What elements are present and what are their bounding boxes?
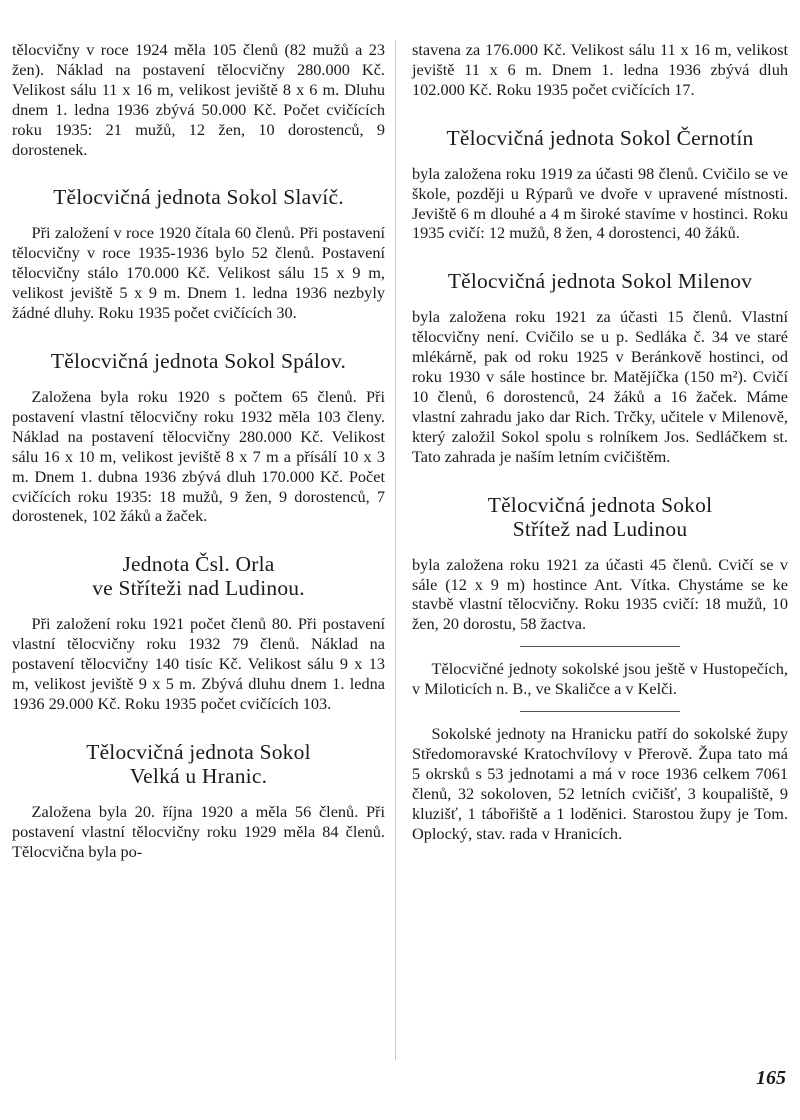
- section-heading: [412, 493, 788, 541]
- continued-paragraph: stavena za 176.000 Kč. Velikost sálu 11 x 16 m, velikost jeviště 11 x 6 m. Dnem 1. ledna 1936 zbývá dluh 102.000 Kč. Roku 1935 počet cvičících 17.: [412, 40, 788, 99]
- heading-line: Střítež nad Ludinou: [512, 516, 688, 541]
- separator-rule: [520, 646, 680, 647]
- heading-line: Tělocvičná jednota Sokol: [487, 492, 713, 517]
- heading-line: Tělocvičná jednota Sokol Černotín: [446, 125, 754, 150]
- section-heading: [12, 552, 385, 600]
- section-text: Při založení v roce 1920 čítala 60 členů. Při postavení tělocvičny v roce 1935-1936 bylo 52 členů. Postavení tělocvičny stálo 170.000 Kč. Velikost sálu 15 x 9 m, velikost jeviště 5 x 9 m. Dnem 1. ledna 1936 nezbyly žádné dluhy. Roku 1935 počet cvičících 30.: [12, 223, 385, 323]
- continued-paragraph: tělocvičny v roce 1924 měla 105 členů (82 mužů a 23 žen). Náklad na postavení tělocvičny 280.000 Kč. Velikost sálu 11 x 16 m, velikost jeviště 8 x 6 m. Dluhu dnem 1. ledna 1936 zbývá 50.000 Kč. Počet cvičících roku 1935: 21 mužů, 12 žen, 10 dorostenců, 9 dorostenek.: [12, 40, 385, 159]
- right-column: [412, 40, 788, 843]
- section-text: byla založena roku 1919 za účasti 98 členů. Cvičilo se ve škole, později u Rýparů ve dvoře v upravené místnosti. Jeviště 6 m dlouhé a 4 m široké stavíme v hostinci. Roku 1935 cvičí: 12 mužů, 8 žen, 4 dorostenci, 40 žáků.: [412, 163, 788, 243]
- section-text: Při založení roku 1921 počet členů 80. Při postavení vlastní tělocvičny roku 1932 79 členů. Náklad na postavení tělocvičny 140 tisíc Kč. Velikost sálu 9 x 13 m, velikost jeviště 9 x 5 m. Zbývá dluhu dnem 1. ledna 1936 29.000 Kč. Roku 1935 počet cvičících 103.: [12, 614, 385, 713]
- left-column: [12, 40, 385, 862]
- section-heading: [12, 349, 385, 373]
- heading-line: Tělocvičná jednota Sokol Spálov.: [50, 348, 347, 373]
- section-heading: [12, 740, 385, 788]
- heading-line: Tělocvičná jednota Sokol: [86, 739, 311, 764]
- note-paragraph: Tělocvičné jednoty sokolské jsou ještě v Hustopečích, v Miloticích n. B., ve Skaličce a v Kelči.: [412, 659, 788, 699]
- note-paragraph: Sokolské jednoty na Hranicku patří do sokolské župy Středomoravské Kratochvílovy v Přerově. Župa tato má 5 okrsků s 53 jednotami a má v roce 1936 celkem 7061 členů, 32 sokoloven, 52 letních cvičišť, 3 koupaliště, 9 kluzišť, 1 tábořiště a 1 loděnici. Starostou župy je Tom. Oplocký, stav. rada v Hranicích.: [412, 724, 788, 843]
- section-text: byla založena roku 1921 za účasti 45 členů. Cvičí se v sále (12 x 9 m) hostince Ant. Vítka. Chystáme se ke stavbě vlastní tělocvičny. Roku 1935 cvičí: 18 mužů, 10 žen, 20 dorostu, 58 žactva.: [412, 554, 788, 634]
- page-number: 165: [756, 1067, 786, 1089]
- heading-line: Tělocvičná jednota Sokol Milenov: [447, 269, 753, 294]
- heading-line: Velká u Hranic.: [129, 763, 268, 788]
- heading-line: Jednota Čsl. Orla: [122, 552, 275, 577]
- section-text: byla založena roku 1921 za účasti 15 členů. Vlastní tělocvičny není. Cvičilo se u p. Sedláka č. 34 ve staré mlékárně, pak od roku 1925 v Beránkově hostinci, od roku 1930 v sále hostince br. Matějíčka (150 m²). Cvičí 10 členů, 6 dorostenců, 24 žáků a 16 žaček. Máme vlastní zahradu jako dar Rich. Trčky, učitele v Milenově, který založil Sokol spolu s rolníkem Jos. Sedláčkem st. Tato zahrada je naším letním cvičištěm.: [412, 307, 788, 466]
- section-heading: [412, 269, 788, 293]
- section-text: Založena byla 20. října 1920 a měla 56 členů. Při postavení vlastní tělocvičny roku 1929 měla 84 členů. Tělocvična byla po-: [12, 801, 385, 861]
- heading-line: ve Stříteži nad Ludinou.: [92, 576, 305, 601]
- heading-line: Tělocvičná jednota Sokol Slavíč.: [53, 185, 344, 210]
- section-heading: [12, 185, 385, 209]
- column-divider: [395, 40, 396, 1060]
- section-heading: [412, 126, 788, 150]
- separator-rule: [520, 711, 680, 712]
- section-text: Založena byla roku 1920 s počtem 65 členů. Při postavení vlastní tělocvičny roku 1932 měla 103 členy. Náklad na postavení tělocvičny 280.000 Kč. Velikost sálu 16 x 10 m, velikost jeviště 8 x 7 m a přísálí 10 x 3 m. Dnem 1. dubna 1936 zbývá dluh 170.000 Kč. Počet cvičících roku 1935: 18 mužů, 9 žen, 9 dorostenců, 7 dorostenek, 102 žáků a žaček.: [12, 386, 385, 526]
